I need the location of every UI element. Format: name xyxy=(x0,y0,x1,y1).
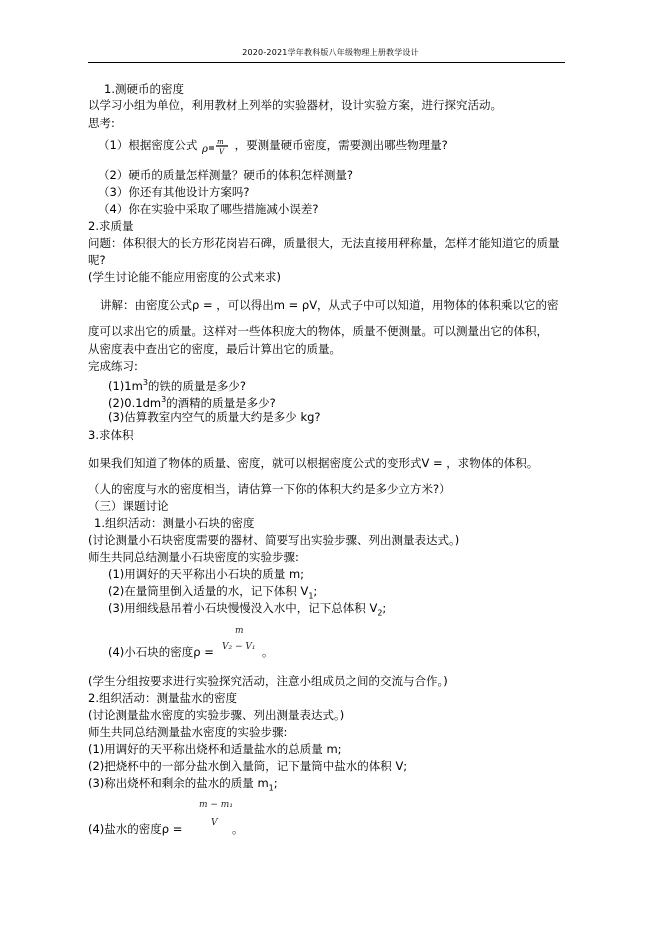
activity-2-title: 2.组织活动：测量盐水的密度 xyxy=(88,691,237,705)
svg-text:V: V xyxy=(218,148,225,155)
practice-3: (3)估算教室内空气的质量大约是多少 kg? xyxy=(108,410,321,424)
svg-text:m: m xyxy=(216,138,224,146)
problem-line-1: 问题：体积很大的长方形花岗岩石碑，质量很大，无法直接用秤称量，怎样才能知道它的质量 xyxy=(88,236,560,250)
problem-line-2: 呢? xyxy=(88,253,106,267)
activity-1-step-2-sub: 1 xyxy=(308,591,314,601)
activity-2-step-3-end: ; xyxy=(273,776,278,790)
activity-1-title: 1.组织活动：测量小石块的密度 xyxy=(94,516,255,530)
practice-2 xyxy=(108,393,276,410)
volume-text: 如果我们知道了物体的质量、密度，就可以根据密度公式的变形式V = ，求物体的体积。 xyxy=(88,456,539,470)
question-1-text-b: ，要测量硬币密度，需要测出哪些物理量? xyxy=(234,138,448,152)
topic-heading: （三）课题讨论 xyxy=(88,499,169,513)
body-volume-note: （人的密度与水的密度相当，请估算一下你的体积大约是多少立方米?） xyxy=(88,482,451,496)
header-rule xyxy=(88,62,565,63)
activity-1-step-2-end: ; xyxy=(313,584,318,598)
practice-label: 完成练习: xyxy=(88,359,138,373)
activity-2-step-3-text: (3)称出烧杯和剩余的盐水的质量 m xyxy=(88,776,269,790)
activity-1-step-3-end: ; xyxy=(382,601,387,615)
activity-1-summary: 师生共同总结测量小石块密度的实验步骤: xyxy=(88,550,299,564)
activity-2-desc: (讨论测量盐水密度的实验步骤、列出测量表达式。) xyxy=(88,708,345,722)
section-1-intro: 以学习小组为单位，利用教材上列举的实验器材，设计实验方案，进行探究活动。 xyxy=(88,98,502,112)
activity-2-summary: 师生共同总结测量盐水密度的实验步骤: xyxy=(88,725,288,739)
activity-2-step-2: (2)把烧杯中的一部分盐水倒入量筒，记下量筒中盐水的体积 V; xyxy=(88,759,408,773)
activity-2-step-4-end: 。 xyxy=(232,822,244,836)
fraction-2-denominator: V xyxy=(211,818,218,828)
practice-1-text-a: (1)1m xyxy=(108,378,143,393)
practice-2-text-b: 的酒精的质量是多少? xyxy=(166,395,276,410)
section-1-title: 1.测硬币的密度 xyxy=(104,82,184,96)
activity-2-step-3 xyxy=(88,776,278,795)
activity-1-step-3 xyxy=(108,601,386,620)
practice-2-sup: 3 xyxy=(161,395,167,404)
question-4: （4）你在实验中采取了哪些措施减小误差? xyxy=(98,202,319,216)
page-header: 2020-2021学年教科版八年级物理上册教学设计 xyxy=(242,48,419,57)
svg-text:ρ: ρ xyxy=(201,144,208,155)
activity-1-step-1: (1)用调好的天平称出小石块的质量 m; xyxy=(108,567,305,581)
question-2: （2）硬币的质量怎样测量？硬币的体积怎样测量? xyxy=(98,168,353,182)
section-2-title: 2.求质量 xyxy=(88,219,134,233)
activity-2-step-4: (4)盐水的密度ρ = xyxy=(88,822,183,836)
student-activity-note: (学生分组按要求进行实验探究活动，注意小组成员之间的交流与合作。) xyxy=(88,674,448,688)
activity-1-desc: (讨论测量小石块密度需要的器材、简要写出实验步骤、列出测量表达式。) xyxy=(88,533,460,547)
question-3: （3）你还有其他设计方案吗? xyxy=(98,185,250,199)
activity-1-step-4-end: 。 xyxy=(262,645,274,659)
practice-2-text-a: (2)0.1dm xyxy=(108,395,162,410)
fraction-1-denominator: V₂ − V₁ xyxy=(222,642,256,652)
activity-2-step-3-sub: 1 xyxy=(268,783,274,793)
explain-line-3: 从密度表中查出它的密度，最后计算出它的质量。 xyxy=(88,342,341,356)
practice-1-text-b: 的铁的质量是多少? xyxy=(147,378,247,393)
practice-1-sup: 3 xyxy=(142,378,148,387)
activity-2-step-1: (1)用调好的天平称出烧杯和适量盐水的总质量 m; xyxy=(88,742,342,756)
discussion-note: (学生讨论能不能应用密度的公式来求) xyxy=(88,270,281,284)
think-label: 思考: xyxy=(88,116,115,130)
question-1-text-a: （1）根据密度公式 xyxy=(98,138,198,152)
activity-1-step-2-text: (2)在量筒里倒入适量的水，记下体积 V xyxy=(108,584,309,598)
practice-1 xyxy=(108,376,246,393)
density-formula-icon xyxy=(201,137,231,155)
explain-line-2: 度可以求出它的质量。这样对一些体积庞大的物体，质量不便测量。可以测量出它的体积， xyxy=(88,324,548,338)
explain-line-1: 讲解：由密度公式ρ = ，可以得出m = ρV，从式子中可以知道，用物体的体积乘以它的密 xyxy=(100,298,559,312)
fraction-2-numerator: m − m₁ xyxy=(199,800,233,810)
activity-1-step-3-sub: 2 xyxy=(377,608,383,618)
activity-1-step-3-text: (3)用细线悬吊着小石块慢慢没入水中，记下总体积 V xyxy=(108,601,378,615)
activity-1-step-4: (4)小石块的密度ρ = xyxy=(108,645,214,659)
section-3-title: 3.求体积 xyxy=(88,428,134,442)
fraction-1-numerator: m xyxy=(235,626,244,636)
question-1 xyxy=(98,137,448,155)
